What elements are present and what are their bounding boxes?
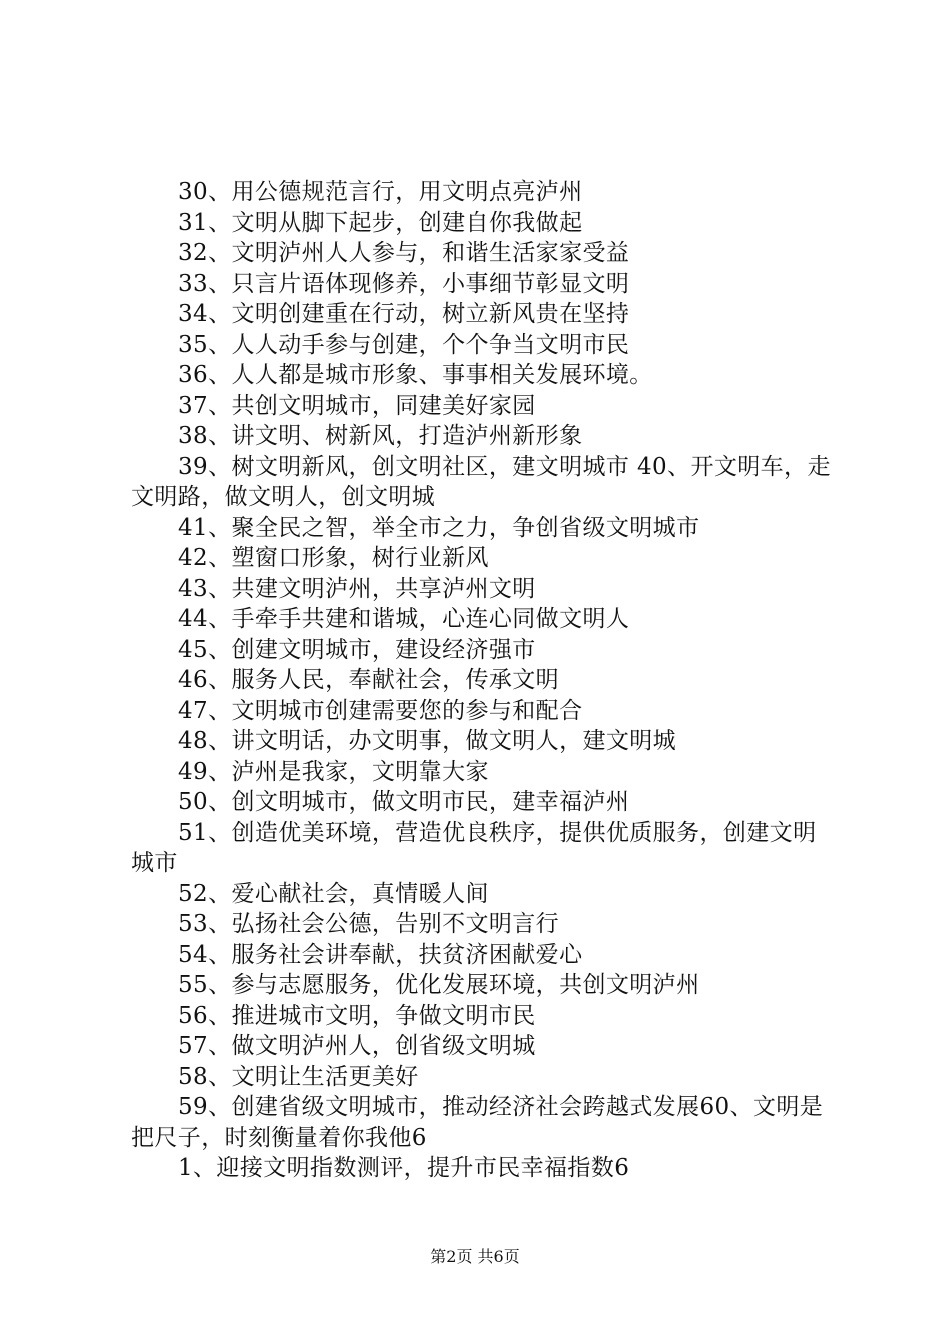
slogan-line: 33、只言片语体现修养，小事细节彰显文明 bbox=[178, 270, 630, 297]
page-number-footer: 第2页 共6页 bbox=[430, 1247, 520, 1266]
slogan-line: 34、文明创建重在行动，树立新风贵在坚持 bbox=[178, 301, 630, 327]
slogan-line: 44、手牵手共建和谐城，心连心同做文明人 bbox=[178, 606, 630, 632]
slogan-line: 58、文明让生活更美好 bbox=[178, 1063, 419, 1090]
slogan-line: 56、推进城市文明，争做文明市民 bbox=[178, 1002, 536, 1029]
slogan-line: 57、做文明泸州人，创省级文明城 bbox=[178, 1033, 536, 1059]
slogan-line: 32、文明泸州人人参与，和谐生活家家受益 bbox=[178, 240, 630, 266]
slogan-line: 55、参与志愿服务，优化发展环境，共创文明泸州 bbox=[178, 972, 700, 998]
slogan-line: 48、讲文明话，办文明事，做文明人，建文明城 bbox=[178, 728, 677, 754]
slogan-line: 36、人人都是城市形象、事事相关发展环境。 bbox=[178, 362, 653, 388]
slogan-line: 53、弘扬社会公德，告别不文明言行 bbox=[178, 911, 560, 937]
slogan-line: 1、迎接文明指数测评，提升市民幸福指数6 bbox=[178, 1155, 630, 1181]
slogan-line: 47、文明城市创建需要您的参与和配合 bbox=[178, 697, 583, 724]
slogan-line: 38、讲文明、树新风，打造泸州新形象 bbox=[178, 423, 583, 449]
slogan-line: 49、泸州是我家，文明靠大家 bbox=[178, 758, 489, 785]
slogan-line: 41、聚全民之智，举全市之力，争创省级文明城市 bbox=[178, 514, 700, 541]
slogan-line: 30、用公德规范言行，用文明点亮泸州 bbox=[178, 179, 583, 205]
document-body bbox=[131, 177, 836, 1184]
slogan-line: 54、服务社会讲奉献，扶贫济困献爱心 bbox=[178, 941, 583, 968]
slogan-line: 35、人人动手参与创建，个个争当文明市民 bbox=[178, 331, 630, 358]
slogan-line: 52、爱心献社会，真情暖人间 bbox=[178, 880, 489, 907]
slogan-line: 37、共创文明城市，同建美好家园 bbox=[178, 392, 536, 419]
slogan-line: 39、树文明新风，创文明社区，建文明城市 40、开文明车，走文明路，做文明人，创文明城 bbox=[131, 453, 831, 510]
slogan-line: 51、创造优美环境，营造优良秩序，提供优质服务，创建文明城市 bbox=[131, 819, 817, 876]
slogan-line: 31、文明从脚下起步，创建自你我做起 bbox=[178, 209, 583, 236]
slogan-line: 46、服务人民，奉献社会，传承文明 bbox=[178, 667, 560, 693]
slogan-line: 50、创文明城市，做文明市民，建幸福泸州 bbox=[178, 789, 630, 815]
slogan-line: 45、创建文明城市，建设经济强市 bbox=[178, 636, 536, 663]
slogan-line: 42、塑窗口形象，树行业新风 bbox=[178, 545, 489, 571]
slogan-line: 59、创建省级文明城市，推动经济社会跨越式发展60、文明是把尺子，时刻衡量着你我他6 bbox=[131, 1094, 824, 1151]
slogan-line: 43、共建文明泸州，共享泸州文明 bbox=[178, 575, 536, 602]
